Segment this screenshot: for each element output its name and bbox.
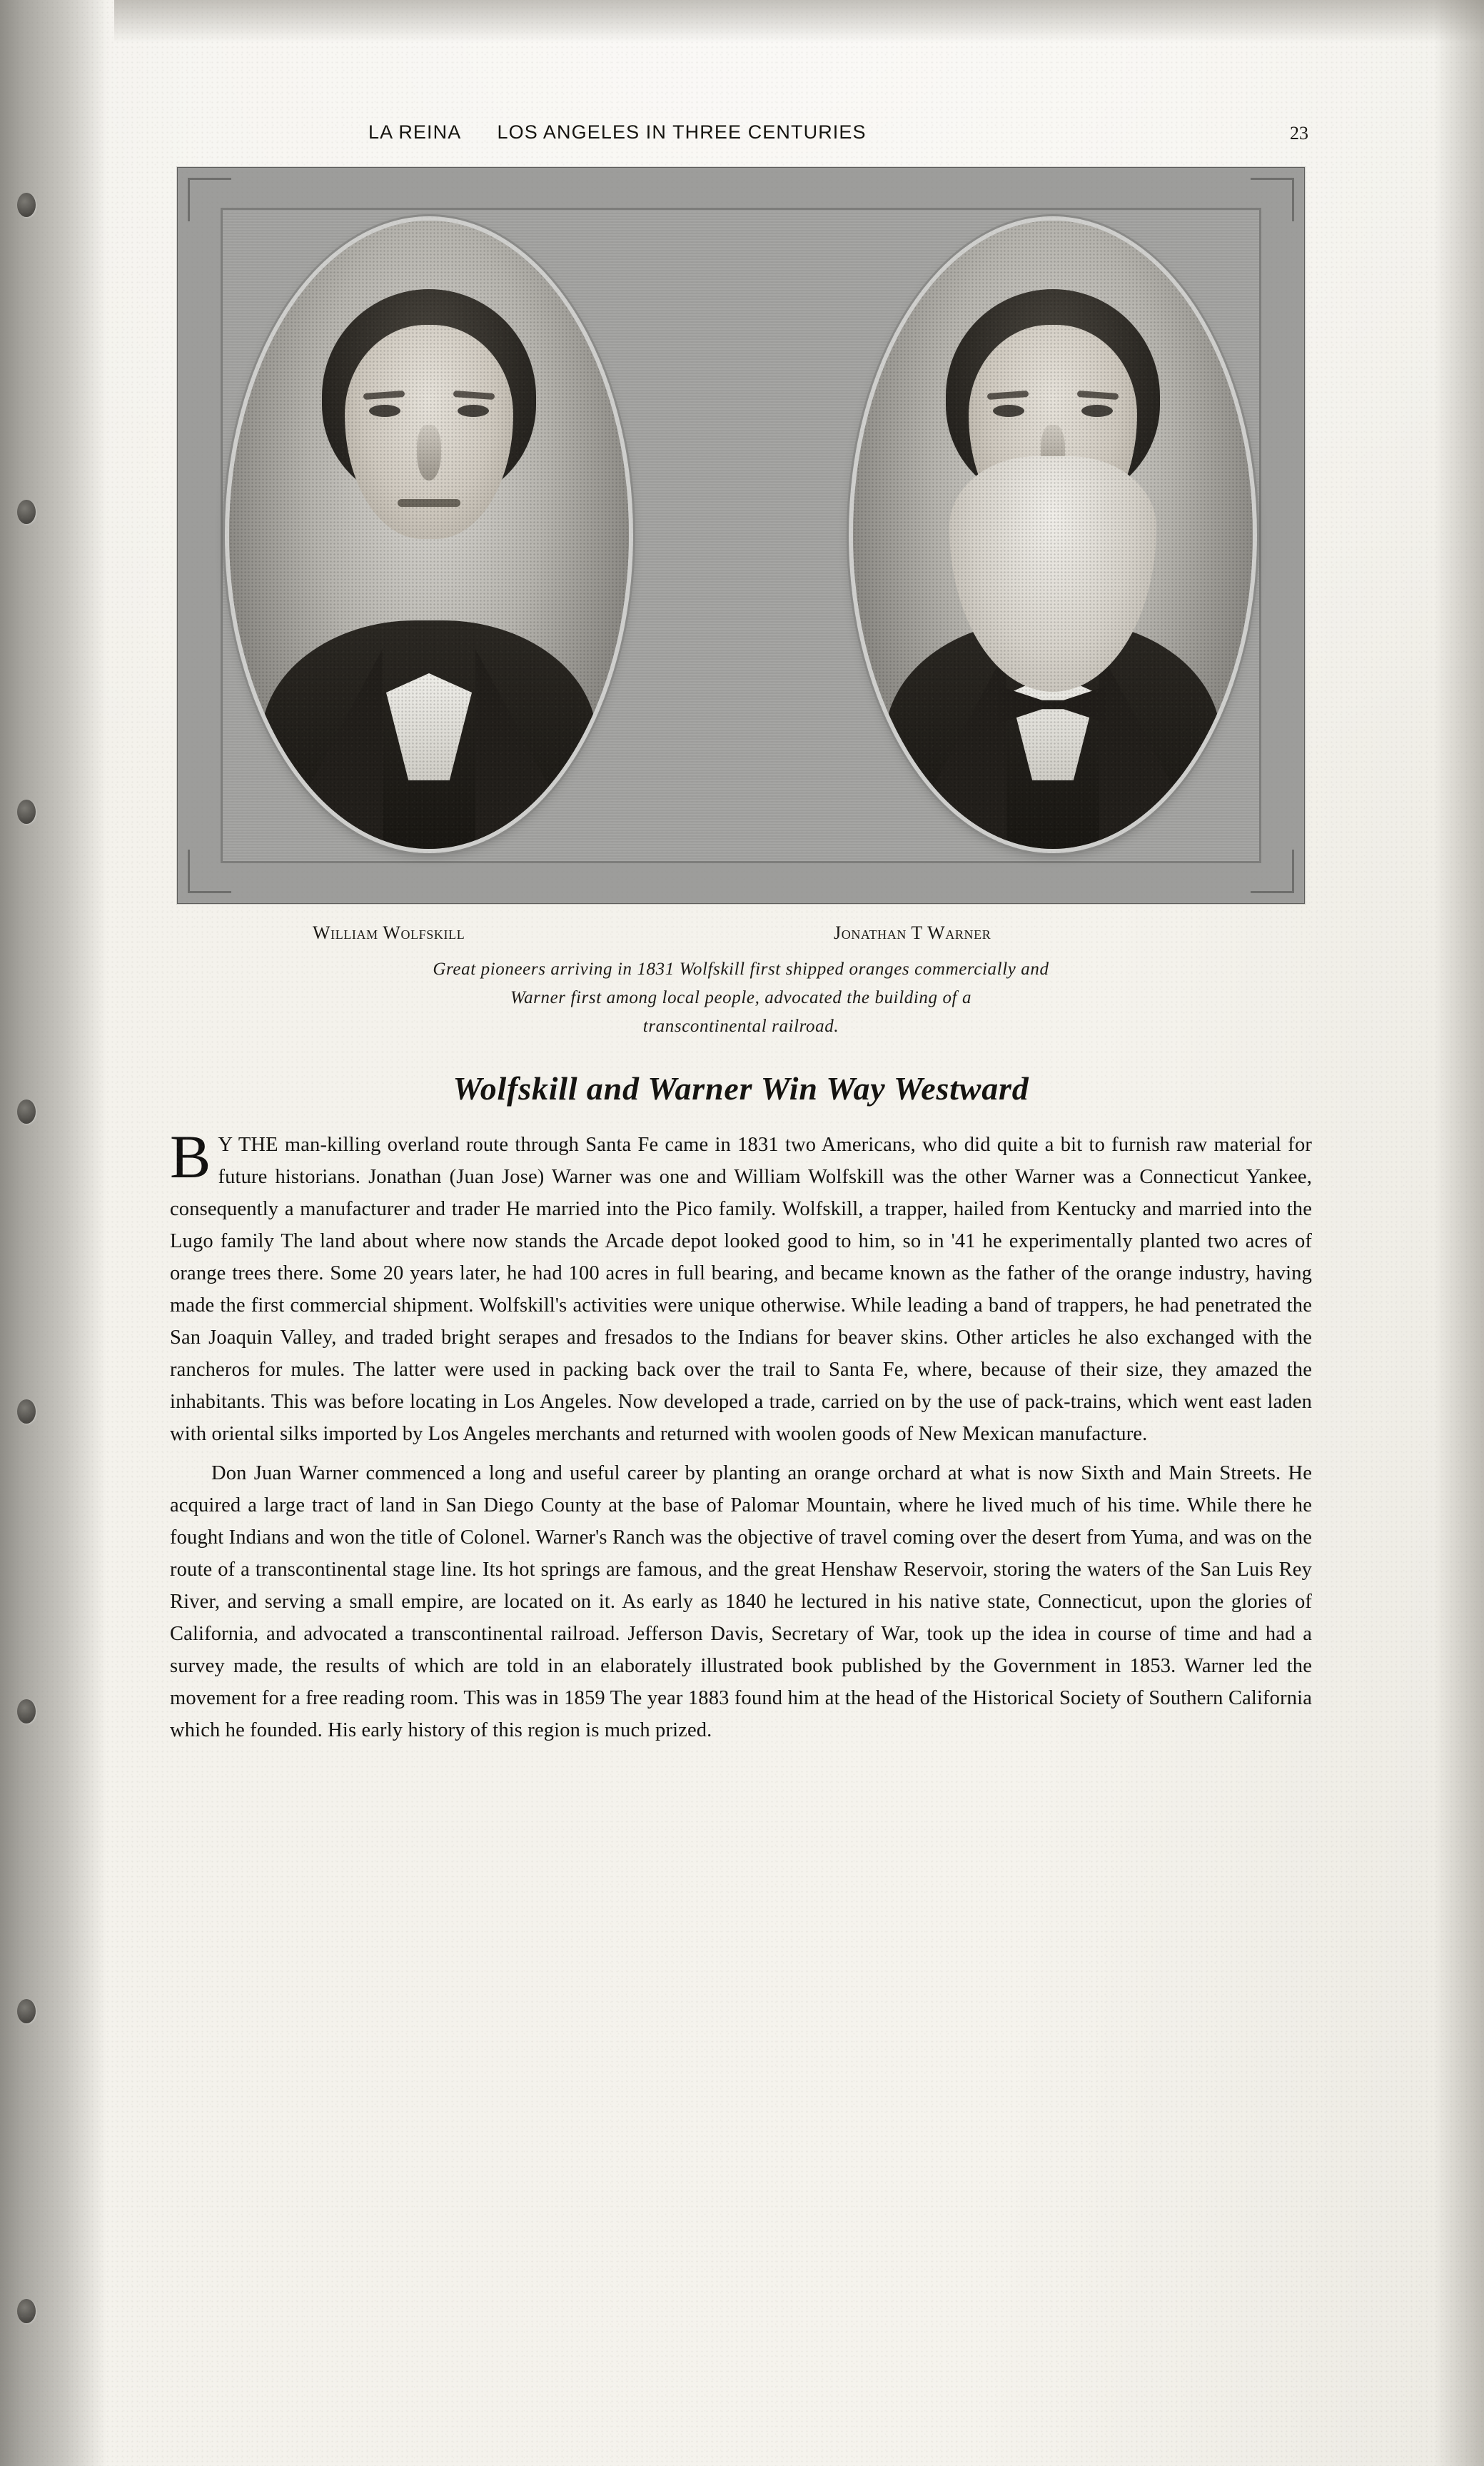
plate-corner-ornament: [1251, 850, 1294, 893]
page-number: 23: [1290, 123, 1308, 144]
article-paragraph-2: Don Juan Warner commenced a long and useful career by planting an orange orchard at what is now Sixth and Main Streets. He acquired a large tract of land in San Diego County at the base of Palomar Mountain, where he lived much of his time. While there he fought Indians and won the title of Colonel. Warner's Ranch was the objective of travel coming over the desert from Yuma, and was on the route of a transcontinental stage line. Its hot springs are famous, and the great Henshaw Reservoir, storing the waters of the San Luis Rey River, and serving a small empire, are located on it. As early as 1840 he lectured in his native state, Connecticut, upon the glories of California, and advocated a transcontinental railroad. Jefferson Davis, Secretary of War, took up the idea in course of time and had a survey made, the results of which are told in an elaborately illustrated book published by the Government in 1853. Warner led the movement for a free reading room. This was in 1859 The year 1883 found him at the head of the Historical Society of Southern California which he founded. His early history of this region is much prized.: [170, 1462, 1312, 1741]
punch-hole: [17, 1399, 36, 1424]
caption-names-row: [170, 922, 1312, 947]
binding-edge: [0, 0, 107, 2466]
drop-cap: B: [170, 1122, 211, 1191]
punch-hole: [17, 193, 36, 217]
top-fold-shadow: [114, 0, 1484, 43]
portrait-jonathan-t-warner: [853, 221, 1253, 849]
portrait-eye: [993, 405, 1024, 417]
caption-line-3: transcontinental railroad.: [642, 1017, 839, 1036]
portrait-eye: [369, 405, 400, 417]
portrait-nose: [417, 425, 441, 480]
portrait-william-wolfskill: [229, 221, 629, 849]
portrait-mouth: [398, 499, 460, 507]
portrait-eye: [1081, 405, 1113, 417]
caption-name-left: William Wolfskill: [313, 922, 465, 943]
running-head-right: LOS ANGELES IN THREE CENTURIES: [497, 121, 867, 143]
running-head: [170, 121, 1312, 150]
punch-hole: [17, 1099, 36, 1124]
caption-line-1: Great pioneers arriving in 1831 Wolfskill first shipped oranges commercially and: [433, 960, 1049, 979]
plate-corner-ornament: [188, 850, 231, 893]
article-title: Wolfskill and Warner Win Way Westward: [453, 1070, 1029, 1107]
caption-name-right: Jonathan T Warner: [834, 922, 991, 943]
punch-hole: [17, 500, 36, 524]
punch-hole: [17, 800, 36, 824]
caption-line-2: Warner first among local people, advocated the building of a: [510, 988, 972, 1007]
plate-corner-ornament: [188, 178, 231, 221]
portrait-plate: [177, 167, 1305, 904]
running-head-left: LA REINA: [368, 121, 460, 143]
punch-hole: [17, 1999, 36, 2023]
punch-hole: [17, 1699, 36, 1723]
article-paragraph-1-text: Y THE man-killing overland route through Santa Fe came in 1831 two Americans, who did quite a bit to furnish raw material for future historians. Jonathan (Juan Jose) Warner was one and William Wolfskill was the other Warner was a Connecticut Yankee, consequently a manufacturer and trader He married into the Pico family. Wolfskill, a trapper, hailed from Kentucky and married into the Lugo family The land about where now stands the Arcade depot looked good to him, so in '41 he experimentally planted two acres of orange trees there. Some 20 years later, he had 100 acres in full bearing, and became known as the father of the orange industry, having made the first commercial shipment. Wolfskill's activities were unique otherwise. While leading a band of trappers, he had penetrated the San Joaquin Valley, and traded bright serapes and fresados to the Indians for beaver skins. Other articles he also exchanged with the rancheros for mules. The latter were used in packing back over the trail to Santa Fe, where, because of their size, they amazed the inhabitants. This was before locating in Los Angeles. Now developed a trade, carried on by the use of pack-trains, which went east laden with oriental silks imported by Los Angeles merchants and returned with woolen goods of New Mexican manufacture.: [170, 1134, 1312, 1445]
plate-caption: [170, 922, 1312, 1041]
portrait-eye: [458, 405, 489, 417]
article-paragraph-1: [170, 1122, 1312, 1450]
running-head-text: [368, 121, 867, 144]
punch-hole: [17, 2299, 36, 2323]
plate-corner-ornament: [1251, 178, 1294, 221]
page-content: [170, 121, 1312, 1746]
right-edge-shadow: [1434, 0, 1484, 2466]
